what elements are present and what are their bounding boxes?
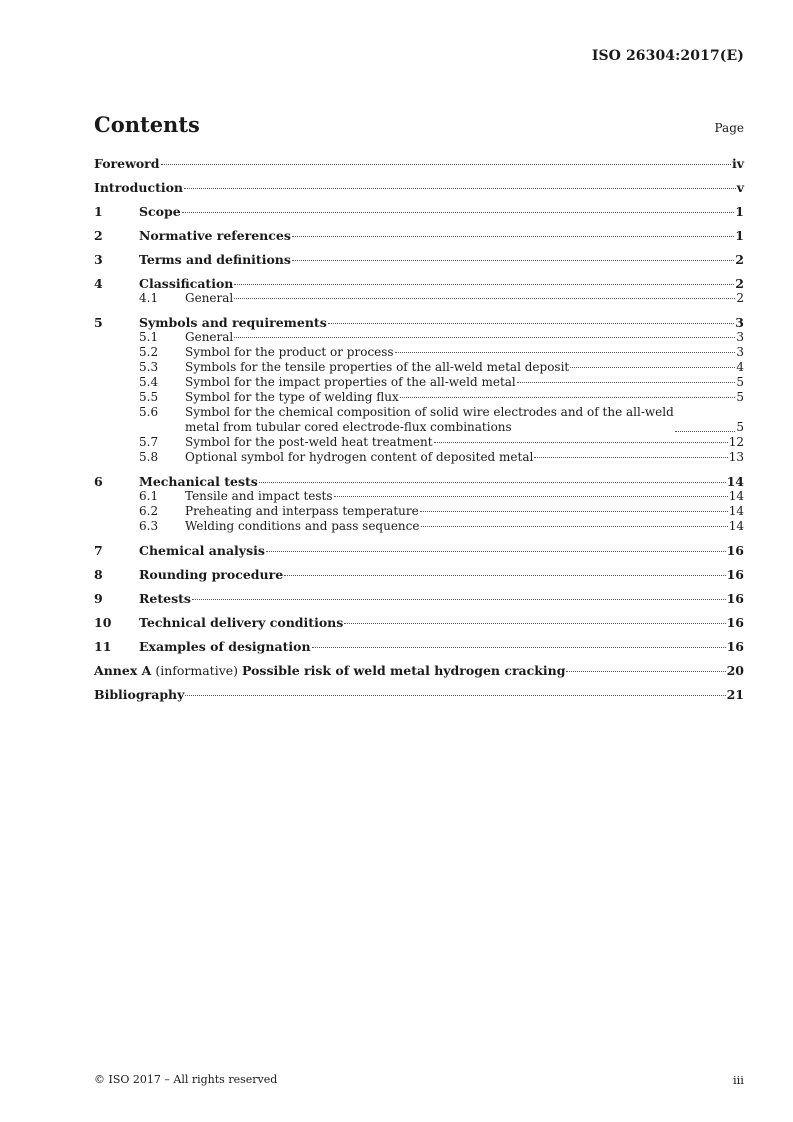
dot-leader <box>517 382 736 383</box>
toc-entry[interactable] <box>94 360 744 375</box>
toc-entry[interactable] <box>94 180 744 195</box>
toc-entry-title: Symbol for the type of welding flux <box>185 390 399 404</box>
toc-entry-title <box>185 405 674 435</box>
toc-entry-page: 5 <box>736 390 744 404</box>
toc-entry-page: 16 <box>726 543 744 558</box>
toc-entry-number: 6 <box>94 474 103 489</box>
toc-entry-page: iv <box>731 156 744 171</box>
toc-entry-page: 2 <box>735 276 744 291</box>
annex-label: Annex A <box>94 663 152 678</box>
toc-entry-page: 14 <box>728 519 744 533</box>
dot-leader <box>312 647 726 648</box>
toc-entry-page: 1 <box>735 204 744 219</box>
toc-entry[interactable] <box>94 435 744 450</box>
toc-entry-title <box>94 663 565 678</box>
toc-entry[interactable] <box>94 156 744 171</box>
annex-title: Possible risk of weld metal hydrogen cracking <box>242 663 566 678</box>
toc-entry-number: 9 <box>94 591 103 606</box>
toc-entry-title: Welding conditions and pass sequence <box>185 519 420 533</box>
toc-entry-page: 14 <box>726 474 744 489</box>
toc-entry[interactable] <box>94 228 744 243</box>
dot-leader <box>234 284 734 285</box>
toc-entry[interactable] <box>94 405 744 435</box>
toc-entry[interactable] <box>94 345 744 360</box>
dot-leader <box>570 367 735 368</box>
toc-entry-number: 4 <box>94 276 103 291</box>
toc-entry[interactable] <box>94 504 744 519</box>
toc-entry-page: 2 <box>735 252 744 267</box>
toc-entry-page: 21 <box>726 687 744 702</box>
dot-leader <box>161 164 731 165</box>
toc-entry-number: 5 <box>94 315 103 330</box>
toc-entry[interactable] <box>94 543 744 558</box>
toc-entry-title: Optional symbol for hydrogen content of deposited metal <box>185 450 534 464</box>
toc-entry-title: Symbol for the post-weld heat treatment <box>185 435 433 449</box>
toc-entry-title: Examples of designation <box>139 639 311 654</box>
toc-entry-number: 1 <box>94 204 103 219</box>
dot-leader <box>234 298 735 299</box>
dot-leader <box>284 575 725 576</box>
toc-entry-page: 16 <box>726 639 744 654</box>
toc-entry-page: 14 <box>728 504 744 518</box>
dot-leader <box>421 526 728 527</box>
toc-entry-page: 14 <box>728 489 744 503</box>
toc-entry[interactable] <box>94 375 744 390</box>
toc-entry-number: 5.6 <box>139 405 159 419</box>
toc-entry-number: 11 <box>94 639 112 654</box>
toc-entry-title: General <box>185 291 234 305</box>
dot-leader <box>234 337 735 338</box>
toc-entry-number: 6.2 <box>139 504 159 518</box>
toc-entry[interactable] <box>94 390 744 405</box>
toc-entry[interactable] <box>94 615 744 630</box>
toc-entry[interactable] <box>94 276 744 291</box>
dot-leader <box>259 482 726 483</box>
toc-entry-title: Technical delivery conditions <box>139 615 344 630</box>
toc-entry-title: Retests <box>139 591 191 606</box>
toc-entry[interactable] <box>94 567 744 582</box>
toc-entry-page: 3 <box>736 330 744 344</box>
dot-leader <box>182 212 735 213</box>
copyright-notice: © ISO 2017 – All rights reserved <box>94 1073 278 1086</box>
toc-entry-page: 13 <box>728 450 744 464</box>
contents-title: Contents <box>94 112 200 137</box>
toc-entry-title: Foreword <box>94 156 160 171</box>
toc-entry-title-line-2: metal from tubular cored electrode-flux combinations <box>185 420 512 434</box>
toc-entry-number: 5.7 <box>139 435 159 449</box>
toc-entry-page: 16 <box>726 615 744 630</box>
toc-entry-page: 20 <box>726 663 744 678</box>
toc-entry-page: 2 <box>736 291 744 305</box>
document-id: ISO 26304:2017(E) <box>591 48 744 64</box>
toc-entry-title: Mechanical tests <box>139 474 258 489</box>
contents-header <box>94 112 744 137</box>
toc-entry-number: 7 <box>94 543 103 558</box>
toc-entry-title: Symbol for the product or process <box>185 345 394 359</box>
annex-type: (informative) <box>151 663 243 678</box>
dot-leader <box>266 551 726 552</box>
toc-entry-page: v <box>736 180 744 195</box>
toc-entry[interactable] <box>94 330 744 345</box>
toc-entry-number: 5.5 <box>139 390 159 404</box>
toc-entry-number: 5.2 <box>139 345 159 359</box>
table-of-contents <box>94 156 744 702</box>
toc-entry[interactable] <box>94 519 744 534</box>
toc-entry-title: Chemical analysis <box>139 543 265 558</box>
toc-entry[interactable] <box>94 489 744 504</box>
toc-entry-number: 5.8 <box>139 450 159 464</box>
toc-entry-number: 10 <box>94 615 112 630</box>
toc-entry-page: 3 <box>735 315 744 330</box>
toc-entry-number: 5.3 <box>139 360 159 374</box>
toc-entry-number: 5.4 <box>139 375 159 389</box>
toc-entry-title: Symbols for the tensile properties of the all-weld metal deposit <box>185 360 570 374</box>
toc-entry-title: Symbols and requirements <box>139 315 327 330</box>
toc-entry-title: Preheating and interpass temperature <box>185 504 419 518</box>
toc-entry[interactable] <box>94 252 744 267</box>
toc-entry-title: Introduction <box>94 180 184 195</box>
dot-leader <box>420 511 728 512</box>
toc-entry[interactable] <box>94 639 744 654</box>
dot-leader <box>292 260 734 261</box>
toc-entry[interactable] <box>94 663 744 678</box>
toc-entry-page: 1 <box>735 228 744 243</box>
toc-entry-title: Tensile and impact tests <box>185 489 333 503</box>
dot-leader <box>395 352 736 353</box>
toc-entry-title: Classification <box>139 276 234 291</box>
dot-leader <box>675 431 736 432</box>
dot-leader <box>334 496 728 497</box>
toc-entry-page: 3 <box>736 345 744 359</box>
toc-entry-number: 4.1 <box>139 291 159 305</box>
toc-entry-page: 5 <box>736 375 744 389</box>
toc-entry-title: Symbol for the impact properties of the all-weld metal <box>185 375 516 389</box>
toc-entry-title: Scope <box>139 204 181 219</box>
dot-leader <box>184 188 736 189</box>
page-column-label: Page <box>714 121 744 135</box>
dot-leader <box>185 695 725 696</box>
toc-entry-page: 16 <box>726 591 744 606</box>
dot-leader <box>192 599 726 600</box>
dot-leader <box>344 623 725 624</box>
toc-entry-page: 4 <box>736 360 744 374</box>
toc-entry-title: Normative references <box>139 228 291 243</box>
toc-entry-title: Rounding procedure <box>139 567 284 582</box>
toc-entry-number: 8 <box>94 567 103 582</box>
toc-entry[interactable] <box>94 450 744 465</box>
toc-entry-title-line-1: Symbol for the chemical composition of solid wire electrodes and of the all-weld <box>185 405 674 419</box>
toc-entry-page: 5 <box>736 420 744 434</box>
dot-leader <box>292 236 734 237</box>
toc-entry-page: 16 <box>726 567 744 582</box>
dot-leader <box>566 671 725 672</box>
toc-entry-number: 3 <box>94 252 103 267</box>
toc-entry[interactable] <box>94 315 744 330</box>
toc-entry-number: 5.1 <box>139 330 159 344</box>
toc-entry-number: 2 <box>94 228 103 243</box>
dot-leader <box>434 442 728 443</box>
toc-entry-number: 6.3 <box>139 519 159 533</box>
toc-entry-title: Terms and definitions <box>139 252 291 267</box>
toc-entry[interactable] <box>94 474 744 489</box>
toc-entry-page: 12 <box>728 435 744 449</box>
dot-leader <box>328 323 735 324</box>
toc-entry[interactable] <box>94 687 744 702</box>
toc-entry[interactable] <box>94 204 744 219</box>
toc-entry-number: 6.1 <box>139 489 159 503</box>
dot-leader <box>400 397 736 398</box>
page-number: iii <box>732 1073 744 1087</box>
toc-entry-title: General <box>185 330 234 344</box>
dot-leader <box>534 457 727 458</box>
toc-entry[interactable] <box>94 591 744 606</box>
toc-entry[interactable] <box>94 291 744 306</box>
toc-entry-title: Bibliography <box>94 687 185 702</box>
